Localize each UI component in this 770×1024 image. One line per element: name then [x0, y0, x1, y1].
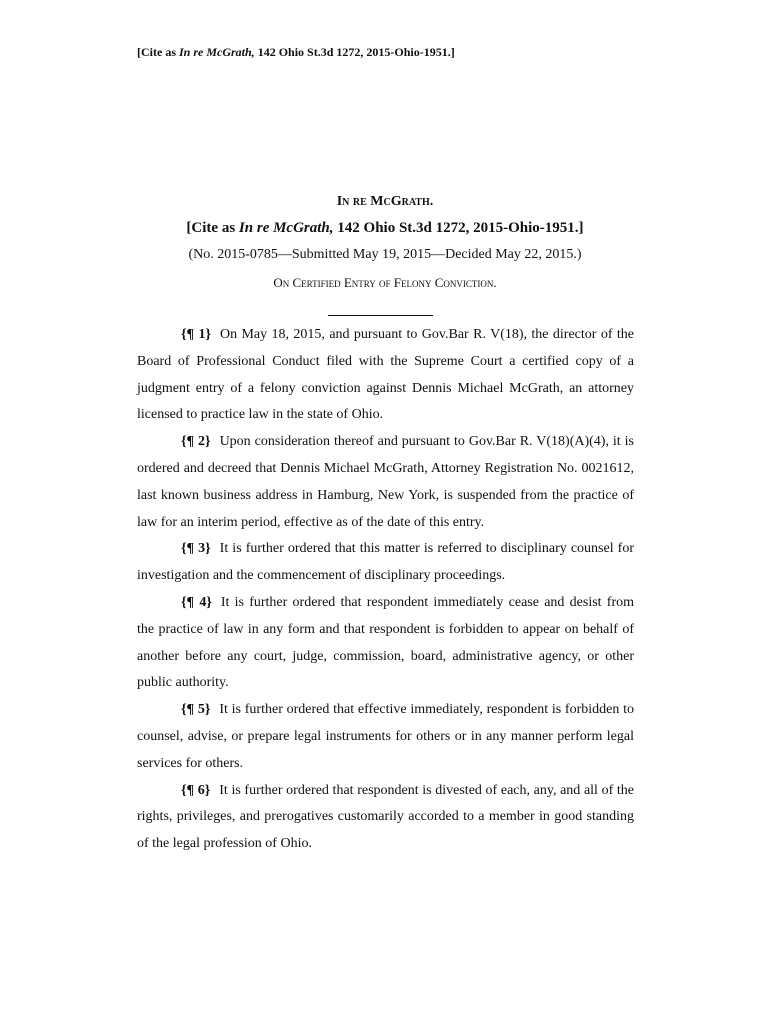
paragraph-2 — [137, 429, 634, 536]
paragraph-text: It is further ordered that respondent is divested of each, any, and all of the rights, privileges, and prerogatives customarily accorded to a member in good standing of the legal profession of Ohio. — [137, 782, 635, 852]
paragraph-6 — [137, 778, 634, 858]
paragraph-text: Upon consideration thereof and pursuant to Gov.Bar R. V(18)(A)(4), it is ordered and decreed that Dennis Michael McGrath, Attorney Registration No. 0021612, last known business address in Hamburg, New York, is suspended from the practice of law for an interim period, effective as of the date of this entry. — [137, 434, 634, 530]
paragraph-text: It is further ordered that this matter is referred to disciplinary counsel for investigation and the commencement of disciplinary proceedings. — [137, 541, 634, 584]
opinion-body — [137, 322, 634, 858]
proceeding-type: On Certified Entry of Felony Conviction. — [273, 275, 497, 290]
cite-prefix: [Cite as — [186, 220, 239, 236]
paragraph-mark: {¶ 1} — [181, 327, 211, 342]
running-cite-case-name: In re McGrath, — [179, 45, 255, 59]
paragraph-text: On May 18, 2015, and pursuant to Gov.Bar R. V(18), the director of the Board of Professional Conduct filed with the Supreme Court a certified copy of a judgment entry of a felony conviction against Dennis Michael McGrath, an attorney licensed to practice law in the state of Ohio. — [137, 327, 634, 423]
paragraph-mark: {¶ 4} — [181, 594, 212, 610]
cite-reporter: 142 Ohio St.3d 1272, 2015-Ohio-1951.] — [333, 220, 584, 236]
docket-line: (No. 2015-0785—Submitted May 19, 2015—Decided May 22, 2015.) — [188, 247, 582, 262]
paragraph-mark: {¶ 6} — [181, 782, 211, 798]
case-title: In re McGrath. — [336, 194, 434, 209]
paragraph-1 — [137, 322, 634, 429]
paragraph-5 — [137, 697, 634, 777]
paragraph-mark: {¶ 5} — [181, 702, 211, 718]
caption-divider — [328, 315, 433, 316]
running-citation-header — [137, 45, 455, 60]
running-cite-reporter: 142 Ohio St.3d 1272, 2015-Ohio-1951.] — [254, 45, 455, 59]
paragraph-4 — [137, 590, 634, 697]
paragraph-text: It is further ordered that effective immediately, respondent is forbidden to counsel, advise, or prepare legal instruments for others or in any manner perform legal services for others. — [137, 702, 635, 771]
running-cite-prefix: [Cite as — [137, 45, 179, 59]
paragraph-mark: {¶ 2} — [181, 434, 211, 450]
paragraph-text: It is further ordered that respondent immediately cease and desist from the practice of law in any form and that respondent is forbidden to appear on behalf of another before any court, judge, commission, board, administrative agency, or other public authority. — [137, 594, 634, 691]
cite-case-name: In re McGrath, — [238, 220, 334, 236]
paragraph-3 — [137, 536, 634, 590]
paragraph-mark: {¶ 3} — [181, 541, 211, 557]
case-citation — [0, 220, 770, 237]
